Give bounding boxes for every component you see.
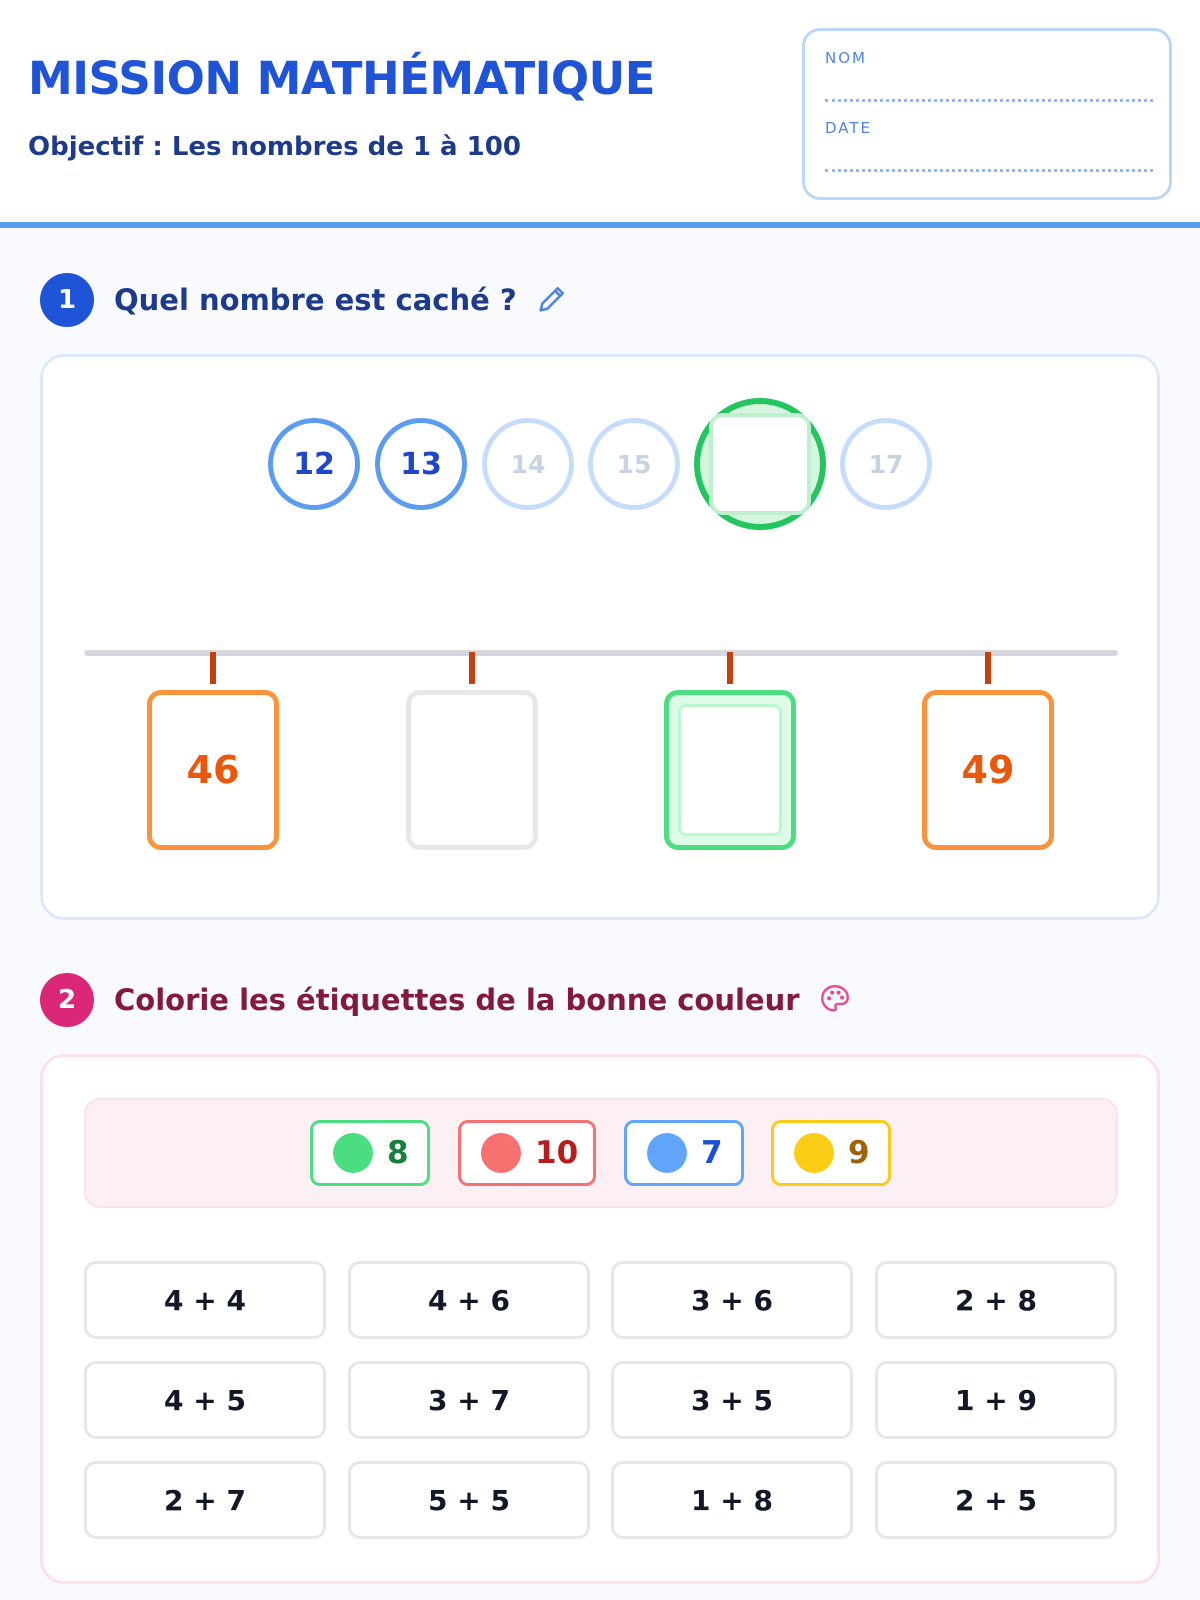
exercise-1-title-text: Quel nombre est caché ? — [114, 283, 517, 317]
sequence-number: 13 — [375, 418, 467, 510]
date-field[interactable] — [825, 169, 1153, 172]
tag-answer-inner — [678, 704, 782, 836]
legend-key-yellow — [771, 1120, 891, 1186]
expression-label[interactable]: 5 + 5 — [348, 1461, 590, 1539]
page-title: MISSION MATHÉMATIQUE — [28, 52, 655, 105]
number-tag-answer[interactable] — [664, 690, 796, 850]
expression-label[interactable]: 3 + 7 — [348, 1361, 590, 1439]
legend-value: 7 — [701, 1135, 723, 1171]
expression-label[interactable]: 3 + 5 — [611, 1361, 853, 1439]
student-info-box — [802, 28, 1172, 200]
expression-label[interactable]: 4 + 4 — [84, 1261, 326, 1339]
expression-label[interactable]: 2 + 8 — [875, 1261, 1117, 1339]
exercise-2-title — [114, 982, 852, 1017]
expression-label[interactable]: 4 + 6 — [348, 1261, 590, 1339]
sequence-number: 12 — [268, 418, 360, 510]
expression-label[interactable]: 3 + 6 — [611, 1261, 853, 1339]
clothespin — [210, 652, 216, 684]
name-label: NOM — [825, 49, 867, 67]
clothespin — [469, 652, 475, 684]
exercise-2-badge: 2 — [40, 973, 94, 1027]
exercise-1-badge: 1 — [40, 273, 94, 327]
clothespin — [727, 652, 733, 684]
legend-value: 8 — [387, 1135, 409, 1171]
pencil-icon — [535, 282, 569, 316]
number-tag: 46 — [147, 690, 279, 850]
clothespin — [985, 652, 991, 684]
number-tag-empty[interactable] — [406, 690, 538, 850]
answer-box-inner — [709, 413, 811, 515]
worksheet-header — [0, 0, 1200, 228]
legend-value: 10 — [535, 1135, 579, 1171]
date-label: DATE — [825, 119, 873, 137]
legend-value: 9 — [848, 1135, 870, 1171]
name-field[interactable] — [825, 99, 1153, 102]
page-subtitle: Objectif : Les nombres de 1 à 100 — [28, 132, 521, 162]
clothesline — [84, 650, 1118, 656]
sequence-number: 17 — [840, 418, 932, 510]
sequence-number: 14 — [482, 418, 574, 510]
legend-key-red — [458, 1120, 596, 1186]
green-dot-icon — [333, 1133, 373, 1173]
blue-dot-icon — [647, 1133, 687, 1173]
palette-icon — [818, 982, 852, 1016]
red-dot-icon — [481, 1133, 521, 1173]
expression-label[interactable]: 2 + 7 — [84, 1461, 326, 1539]
expression-label[interactable]: 1 + 8 — [611, 1461, 853, 1539]
expression-label[interactable]: 2 + 5 — [875, 1461, 1117, 1539]
legend-key-blue — [624, 1120, 744, 1186]
exercise-2-title-text: Colorie les étiquettes de la bonne couleur — [114, 983, 800, 1017]
legend-key-green — [310, 1120, 430, 1186]
color-legend — [84, 1098, 1118, 1208]
exercise-1-title — [114, 282, 569, 317]
expression-label[interactable]: 4 + 5 — [84, 1361, 326, 1439]
hidden-number-answer-box[interactable] — [694, 398, 826, 530]
sequence-number: 15 — [588, 418, 680, 510]
yellow-dot-icon — [794, 1133, 834, 1173]
expression-label[interactable]: 1 + 9 — [875, 1361, 1117, 1439]
number-tag: 49 — [922, 690, 1054, 850]
